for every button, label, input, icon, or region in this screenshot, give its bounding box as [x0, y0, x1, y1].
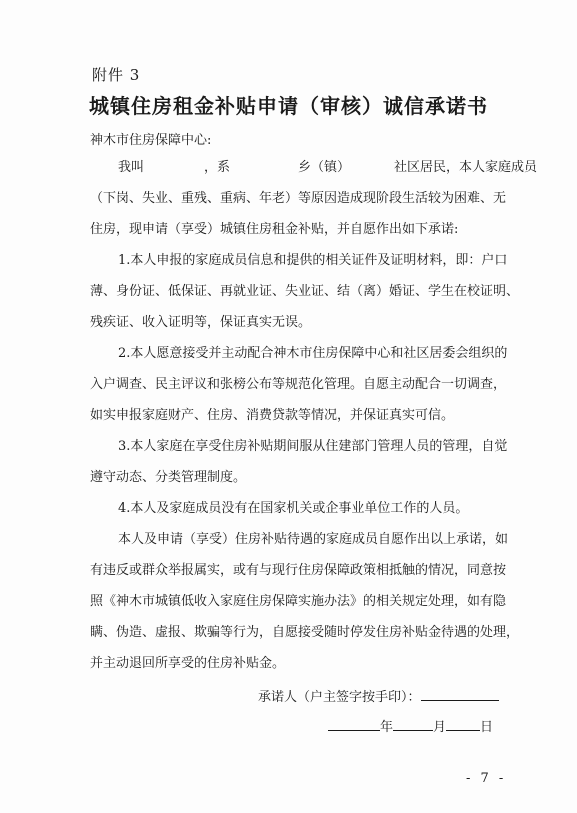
item-1-line-2: 薄、身份证、低保证、再就业证、失业证、结（离）婚证、学生在校证明、 [90, 284, 520, 299]
item-1-line-3: 残疾证、收入证明等，保证真实无误。 [90, 315, 312, 330]
year-blank[interactable] [328, 718, 380, 731]
closing-line-4: 瞒、伪造、虚报、欺骗等行为，自愿接受随时停发住房补贴金待遇的处理， [90, 625, 520, 640]
day-label: 日 [480, 720, 494, 735]
intro-text: ，系 [204, 160, 231, 175]
closing-line-2: 有违反或群众举报属实，或有与现行住房保障政策相抵触的情况，同意按 [90, 563, 507, 578]
closing-line-1: 本人及申请（享受）住房补贴待遇的家庭成员自愿作出以上承诺，如 [118, 532, 509, 547]
intro-line-3: 住房，现申请（享受）城镇住房租金补贴，并自愿作出如下承诺: [90, 222, 459, 237]
year-label: 年 [380, 720, 394, 735]
page-number: - 7 - [466, 771, 507, 786]
closing-line-3: 照《神木市城镇低收入家庭住房保障实施办法》的相关规定处理，如有隐 [90, 594, 507, 609]
closing-line-5: 并主动退回所享受的住房补贴金。 [90, 656, 286, 671]
item-2-line-1: 2.本人愿意接受并主动配合神木市住房保障中心和社区居委会组织的 [118, 346, 508, 361]
document-title: 城镇住房租金补贴申请（审核）诚信承诺书 [89, 94, 488, 118]
intro-text: 我叫 [118, 160, 145, 175]
intro-text: 社区居民，本人家庭成员 [394, 160, 538, 175]
signature-label: 承诺人（户主签字按手印）： [258, 690, 421, 705]
item-3-line-2: 遵守动态、分类管理制度。 [90, 470, 247, 485]
attachment-label: 附件 3 [92, 66, 141, 84]
intro-line-1 [118, 160, 537, 176]
intro-line-2: （下岗、失业、重残、重病、年老）等原因造成现阶段生活较为困难、无 [90, 191, 507, 206]
item-4-line-1: 4.本人及家庭成员没有在国家机关或企事业单位工作的人员。 [118, 501, 469, 516]
month-blank[interactable] [393, 718, 433, 731]
item-1-line-1: 1.本人申报的家庭成员信息和提供的相关证件及证明材料，即：户口 [118, 253, 508, 268]
intro-text: 乡（镇） [298, 160, 351, 175]
addressee: 神木市住房保障中心: [90, 133, 212, 148]
item-2-line-3: 如实申报家庭财产、住房、消费贷款等情况，并保证真实可信。 [90, 408, 455, 423]
month-label: 月 [433, 720, 447, 735]
day-blank[interactable] [446, 718, 480, 731]
item-2-line-2: 入户调查、民主评议和张榜公布等规范化管理。自愿主动配合一切调查， [90, 377, 507, 392]
date-row [328, 718, 493, 736]
signature-row [258, 688, 499, 706]
signature-blank[interactable] [421, 688, 499, 701]
item-3-line-1: 3.本人家庭在享受住房补贴期间服从住建部门管理人员的管理，自觉 [118, 439, 508, 454]
